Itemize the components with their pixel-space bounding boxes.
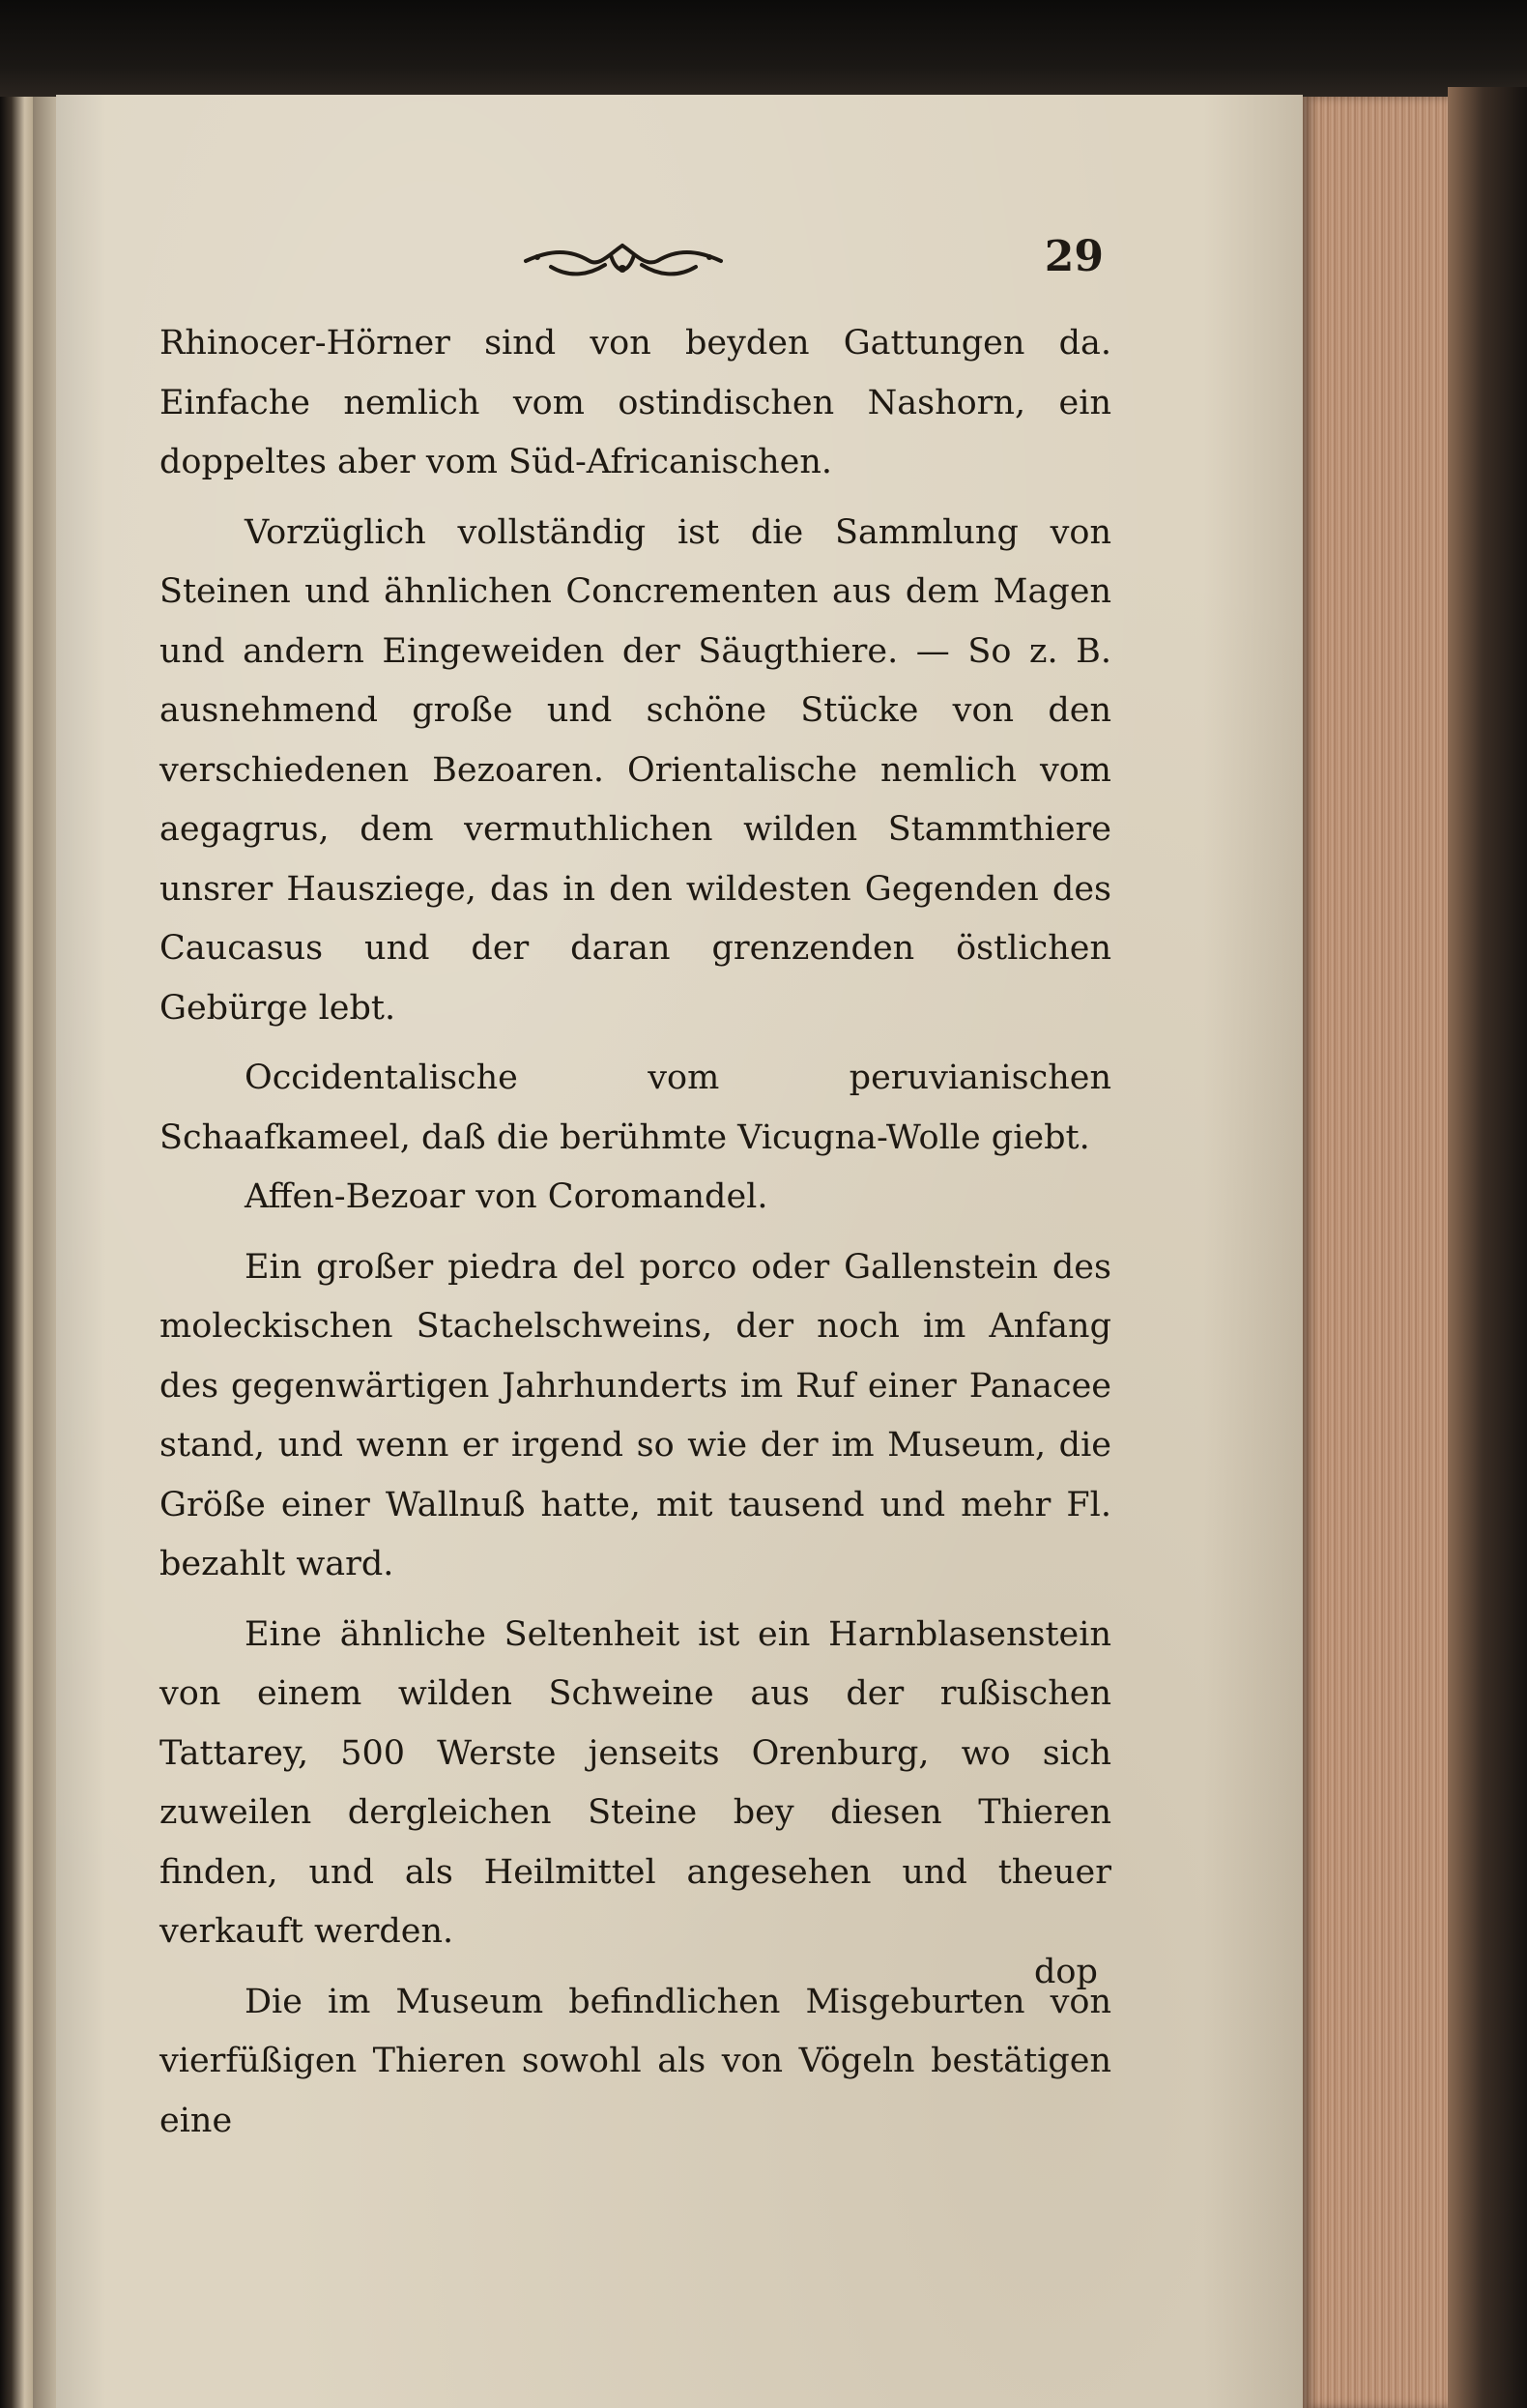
page-block-edges [1303,97,1448,2408]
scroll-ornament-icon [522,232,725,286]
book-cover-top [0,0,1527,97]
paragraph-occidental: Occidentalische vom peruvianischen Schaafkameel, daß die berühmte Vicugna-Wolle giebt. [159,1059,1111,1157]
page-number: 29 [1044,232,1104,281]
paragraph-concrements: Vorzüglich vollständig ist die Sammlung von Steinen und ähnlichen Concrementen aus dem Magen und andern Eingeweiden der Säugthiere. — So z. B. ausnehmend große und schöne Stücke von den verschiedenen Bezoaren. Orientalische nemlich vom aegagrus, dem vermuthlichen wilden Stammthiere unsrer Hausziege, das in den wildesten Gegenden des Caucasus und der daran grenzenden östlichen Gebürge lebt. [159,512,1111,1028]
paragraph-gallenstein: Ein großer piedra del porco oder Gallenstein des moleckischen Stachelschweins, der noch im Anfang des gegenwärtigen Jahrhunderts im Ruf einer Panacee stand, und wenn er irgend so wie der im Museum, die Größe einer Wallnuß hatte, mit tausend und mehr Fl. bezahlt ward. [159,1247,1111,1583]
page-header [522,232,1111,290]
body-text [159,314,1111,2151]
left-page-edge [0,97,33,2408]
paragraph-rhinoceros: Rhinocer-Hörner sind von beyden Gattungen da. Einfache nemlich vom ostindischen Nashorn, ein doppeltes aber vom Süd-Africanischen. [159,324,1111,481]
paragraph-affen-bezoar: Affen-Bezoar von Coromandel. [245,1177,768,1216]
paragraph-misgeburten: Die im Museum befindlichen Misgeburten von vierfüßigen Thieren sowohl als von Vögeln bestätigen eine [159,1982,1111,2140]
catchword: dop [1034,1953,1098,1991]
paragraph-harnblasenstein: Eine ähnliche Seltenheit ist ein Harnblasenstein von einem wilden Schweine aus der rußischen Tattarey, 500 Werste jenseits Orenburg, wo sich zuweilen dergleichen Steine bey diesen Thieren finden, und als Heilmittel angesehen und theuer verkauft werden. [159,1614,1111,1951]
book-fore-edge-shadow [1448,87,1527,2408]
